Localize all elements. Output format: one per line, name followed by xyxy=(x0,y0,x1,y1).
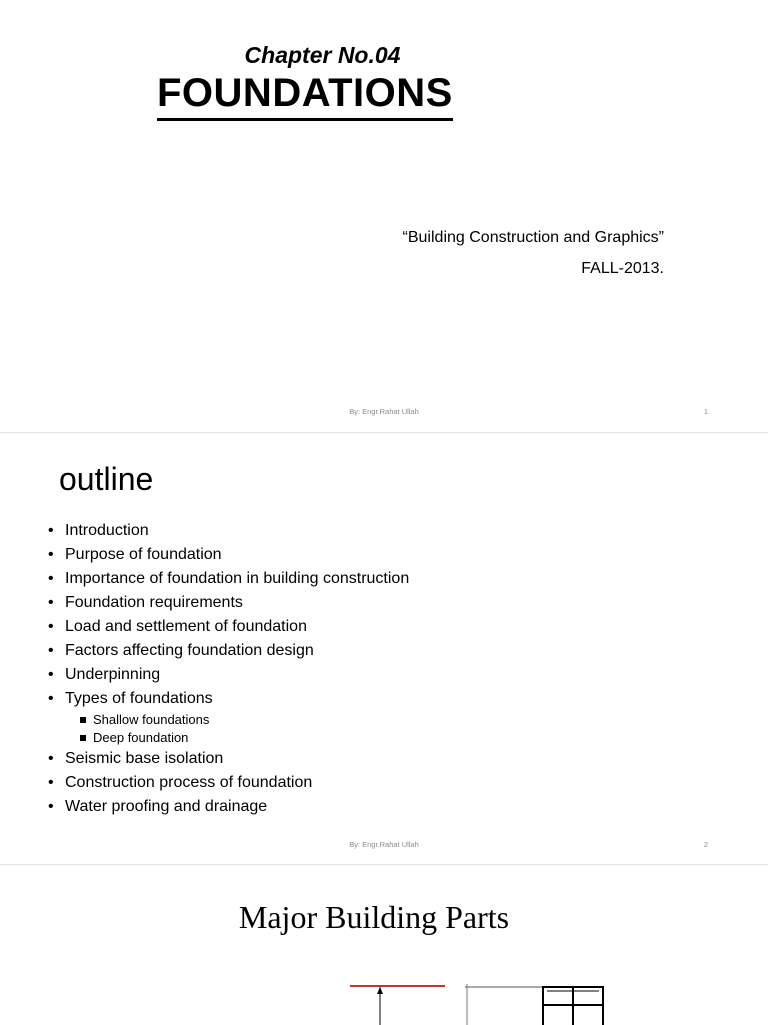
outline-item: • Importance of foundation in building construction xyxy=(48,567,409,591)
outline-title: outline xyxy=(59,461,154,497)
major-building-parts-title: Major Building Parts xyxy=(238,899,510,935)
outline-subitem: Shallow foundations xyxy=(48,711,409,729)
main-title: FOUNDATIONS xyxy=(157,70,453,121)
outline-item: • Load and settlement of foundation xyxy=(48,615,409,639)
outline-item: • Water proofing and drainage xyxy=(48,795,409,819)
slide-footer-author: By: Engr.Rahat Ullah xyxy=(349,407,419,416)
outline-item: • Underpinning xyxy=(48,663,409,687)
slide-footer-author: By: Engr.Rahat Ullah xyxy=(349,840,419,849)
outline-list xyxy=(48,519,409,819)
outline-item: • Factors affecting foundation design xyxy=(48,639,409,663)
outline-item: • Foundation requirements xyxy=(48,591,409,615)
course-subtitle: “Building Construction and Graphics” xyxy=(402,229,664,246)
outline-subitem: Deep foundation xyxy=(48,729,409,747)
outline-item: • Construction process of foundation xyxy=(48,771,409,795)
slide-page-number: 1 xyxy=(703,407,708,416)
outline-item: • Introduction xyxy=(48,519,409,543)
chapter-number: Chapter No.04 xyxy=(244,42,401,68)
term-label: FALL-2013. xyxy=(581,260,664,277)
slide-1 xyxy=(0,0,768,432)
building-parts-drawing xyxy=(340,977,620,1025)
outline-item: • Purpose of foundation xyxy=(48,543,409,567)
dimension-arrow-head xyxy=(377,987,383,994)
outline-item: • Types of foundations xyxy=(48,687,409,711)
slide-page-number: 2 xyxy=(703,840,708,849)
outline-item: • Seismic base isolation xyxy=(48,747,409,771)
slide-2 xyxy=(0,432,768,865)
slide-3 xyxy=(0,864,768,1025)
